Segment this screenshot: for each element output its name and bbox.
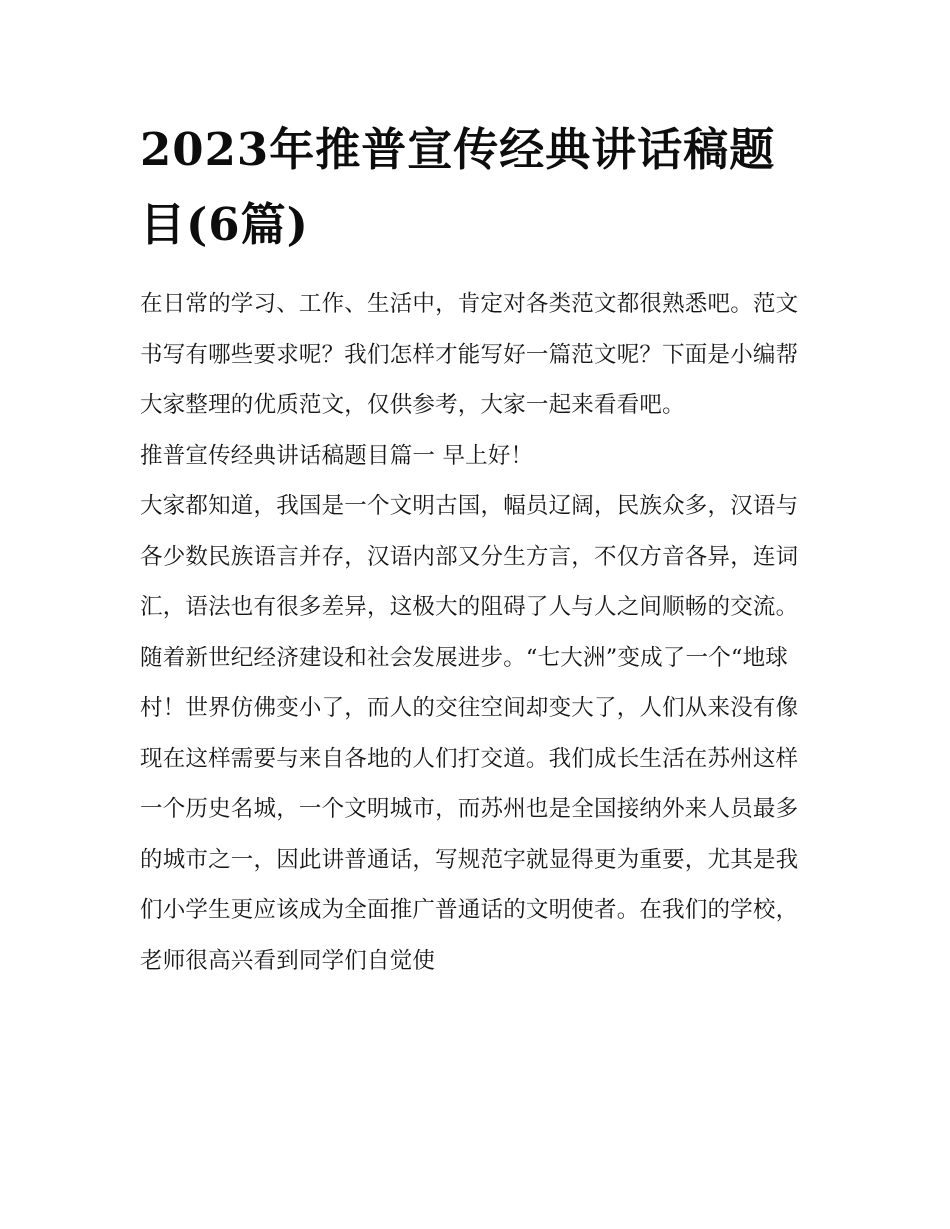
section-heading-paragraph: 推普宣传经典讲话稿题目篇一 早上好！ xyxy=(140,442,534,469)
document-body xyxy=(140,279,820,986)
intro-paragraph: 在日常的学习、工作、生活中，肯定对各类范文都很熟悉吧。范文书写有哪些要求呢？我们怎样才能写好一篇范文呢？下面是小编帮大家整理的优质范文，仅供参考，大家一起来看看吧。 xyxy=(140,291,799,418)
body-paragraph: 随着新世纪经济建设和社会发展进步。“七大洲”变成了一个“地球村！世界仿佛变小了，而人的交往空间却变大了，人们从来没有像现在这样需要与来自各地的人们打交道。我们成长生活在苏州这样一个历史名城，一个文明城市，而苏州也是全国接纳外来人员最多的城市之一，因此讲普通话，写规范字就显得更为重要，尤其是我们小学生更应该成为全面推广普通话的文明使者。在我们的学校，老师很高兴看到同学们自觉使 xyxy=(140,644,799,974)
document-title: 2023年推普宣传经典讲话稿题目(6篇) xyxy=(140,123,776,251)
body-paragraph: 大家都知道，我国是一个文明古国，幅员辽阔，民族众多，汉语与各少数民族语言并存，汉语内部又分生方言，不仅方音各异，连词汇，语法也有很多差异，这极大的阻碍了人与人之间顺畅的交流。 xyxy=(140,493,799,620)
